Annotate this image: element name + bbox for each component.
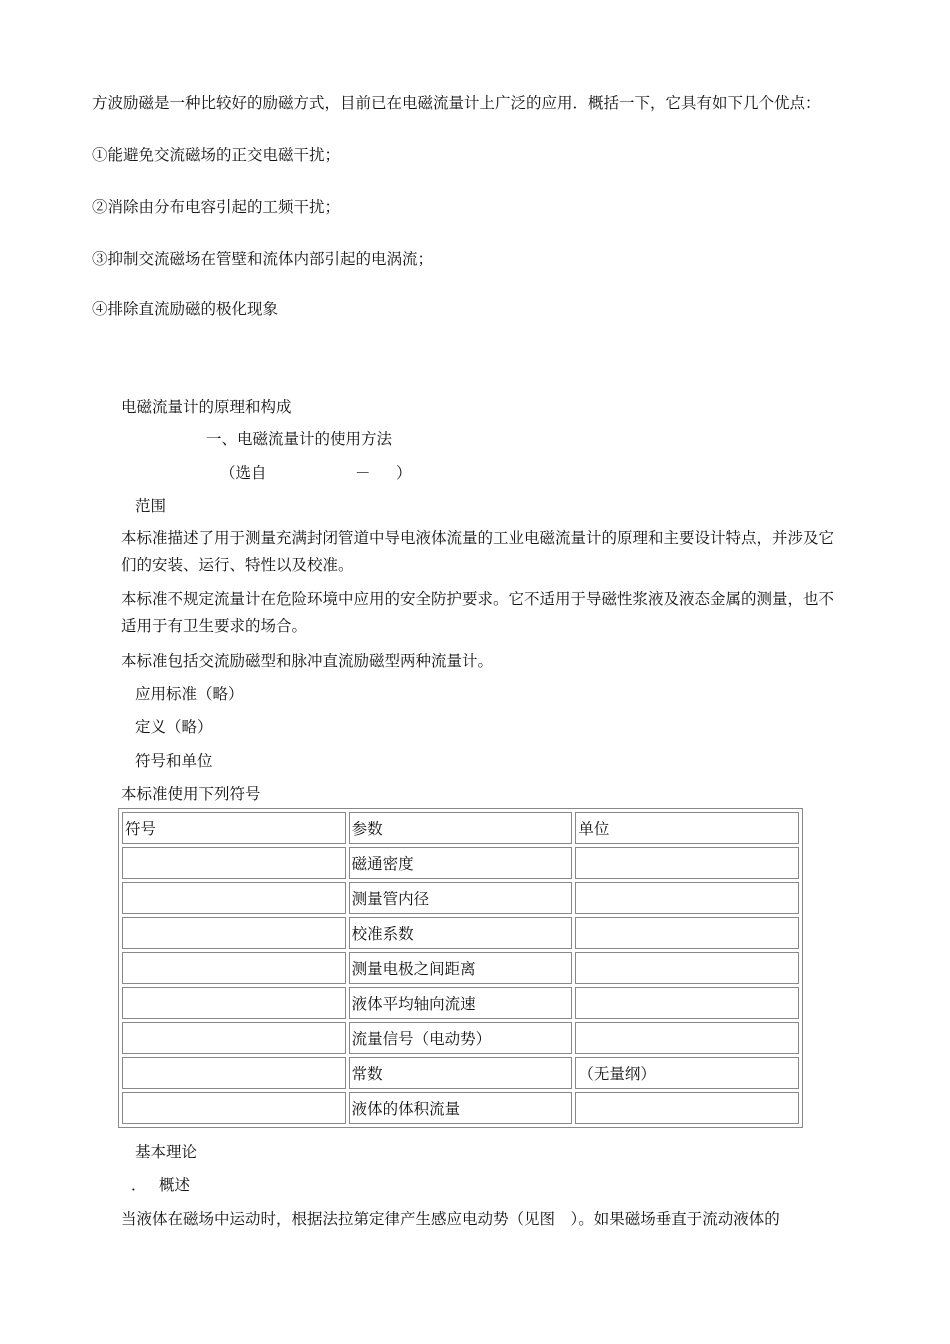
table-row xyxy=(122,847,799,879)
table-row xyxy=(122,1092,799,1124)
cell-symbol xyxy=(122,847,346,879)
scope-paragraph-2: 本标准不规定流量计在危险环境中应用的安全防护要求。它不适用于导磁性浆液及液态金属的测量，也不适用于有卫生要求的场合。 xyxy=(121,590,835,635)
cell-parameter: 常数 xyxy=(349,1057,573,1089)
symbols-heading: 符号和单位 xyxy=(135,752,213,770)
header-unit: 单位 xyxy=(575,812,799,844)
symbols-intro: 本标准使用下列符号 xyxy=(121,785,261,803)
table-header-row xyxy=(122,812,799,844)
cell-symbol xyxy=(122,987,346,1019)
table-row xyxy=(122,1057,799,1089)
cell-unit xyxy=(575,882,799,914)
doc-subtitle: 一、电磁流量计的使用方法 xyxy=(206,430,393,448)
cell-symbol xyxy=(122,952,346,984)
overview-heading xyxy=(131,1174,191,1196)
cell-symbol xyxy=(122,917,346,949)
header-symbol: 符号 xyxy=(122,812,346,844)
intro-point-3: ③抑制交流磁场在管壁和流体内部引起的电涡流； xyxy=(92,250,434,268)
intro-point-4: ④排除直流励磁的极化现象 xyxy=(92,300,279,318)
scope-paragraph-3: 本标准包括交流励磁型和脉冲直流励磁型两种流量计。 xyxy=(121,652,494,670)
scope-paragraph-1: 本标准描述了用于测量充满封闭管道中导电液体流量的工业电磁流量计的原理和主要设计特点，并涉及它们的安装、运行、特性以及校准。 xyxy=(121,529,835,574)
symbols-table xyxy=(118,808,803,1128)
scope-heading: 范围 xyxy=(135,497,167,515)
definitions: 定义（略） xyxy=(135,718,213,736)
doc-title: 电磁流量计的原理和构成 xyxy=(121,398,292,416)
ref-standards: 应用标准（略） xyxy=(135,685,244,703)
overview-number: ． xyxy=(131,1176,147,1194)
cell-unit xyxy=(575,1092,799,1124)
cell-parameter: 测量电极之间距离 xyxy=(349,952,573,984)
cell-unit xyxy=(575,917,799,949)
theory-heading: 基本理论 xyxy=(135,1143,198,1161)
cell-parameter: 液体平均轴向流速 xyxy=(349,987,573,1019)
cell-symbol xyxy=(122,1022,346,1054)
cell-parameter: 液体的体积流量 xyxy=(349,1092,573,1124)
header-parameter: 参数 xyxy=(349,812,573,844)
table-row xyxy=(122,882,799,914)
doc-source xyxy=(220,462,412,484)
theory-paragraph-1: 当液体在磁场中运动时，根据法拉第定律产生感应电动势（见图 ）。如果磁场垂直于流动液体的 xyxy=(121,1210,780,1228)
cell-unit: （无量纲） xyxy=(575,1057,799,1089)
cell-unit xyxy=(575,1022,799,1054)
cell-unit xyxy=(575,847,799,879)
source-open: （选自 xyxy=(220,464,267,482)
overview-label: 概述 xyxy=(159,1176,191,1194)
cell-parameter: 磁通密度 xyxy=(349,847,573,879)
source-dash: － xyxy=(355,464,371,482)
cell-parameter: 测量管内径 xyxy=(349,882,573,914)
cell-unit xyxy=(575,987,799,1019)
table-row xyxy=(122,1022,799,1054)
cell-parameter: 校准系数 xyxy=(349,917,573,949)
intro-point-1: ①能避免交流磁场的正交电磁干扰； xyxy=(92,146,341,164)
intro-point-2: ②消除由分布电容引起的工频干扰； xyxy=(92,198,341,216)
table-row xyxy=(122,987,799,1019)
cell-parameter: 流量信号（电动势） xyxy=(349,1022,573,1054)
source-close: ） xyxy=(396,464,412,482)
table-row xyxy=(122,952,799,984)
table-row xyxy=(122,917,799,949)
cell-symbol xyxy=(122,882,346,914)
cell-symbol xyxy=(122,1092,346,1124)
intro-lead: 方波励磁是一种比较好的励磁方式，目前已在电磁流量计上广泛的应用．概括一下，它具有如下几个优点： xyxy=(92,94,821,112)
cell-unit xyxy=(575,952,799,984)
cell-symbol xyxy=(122,1057,346,1089)
